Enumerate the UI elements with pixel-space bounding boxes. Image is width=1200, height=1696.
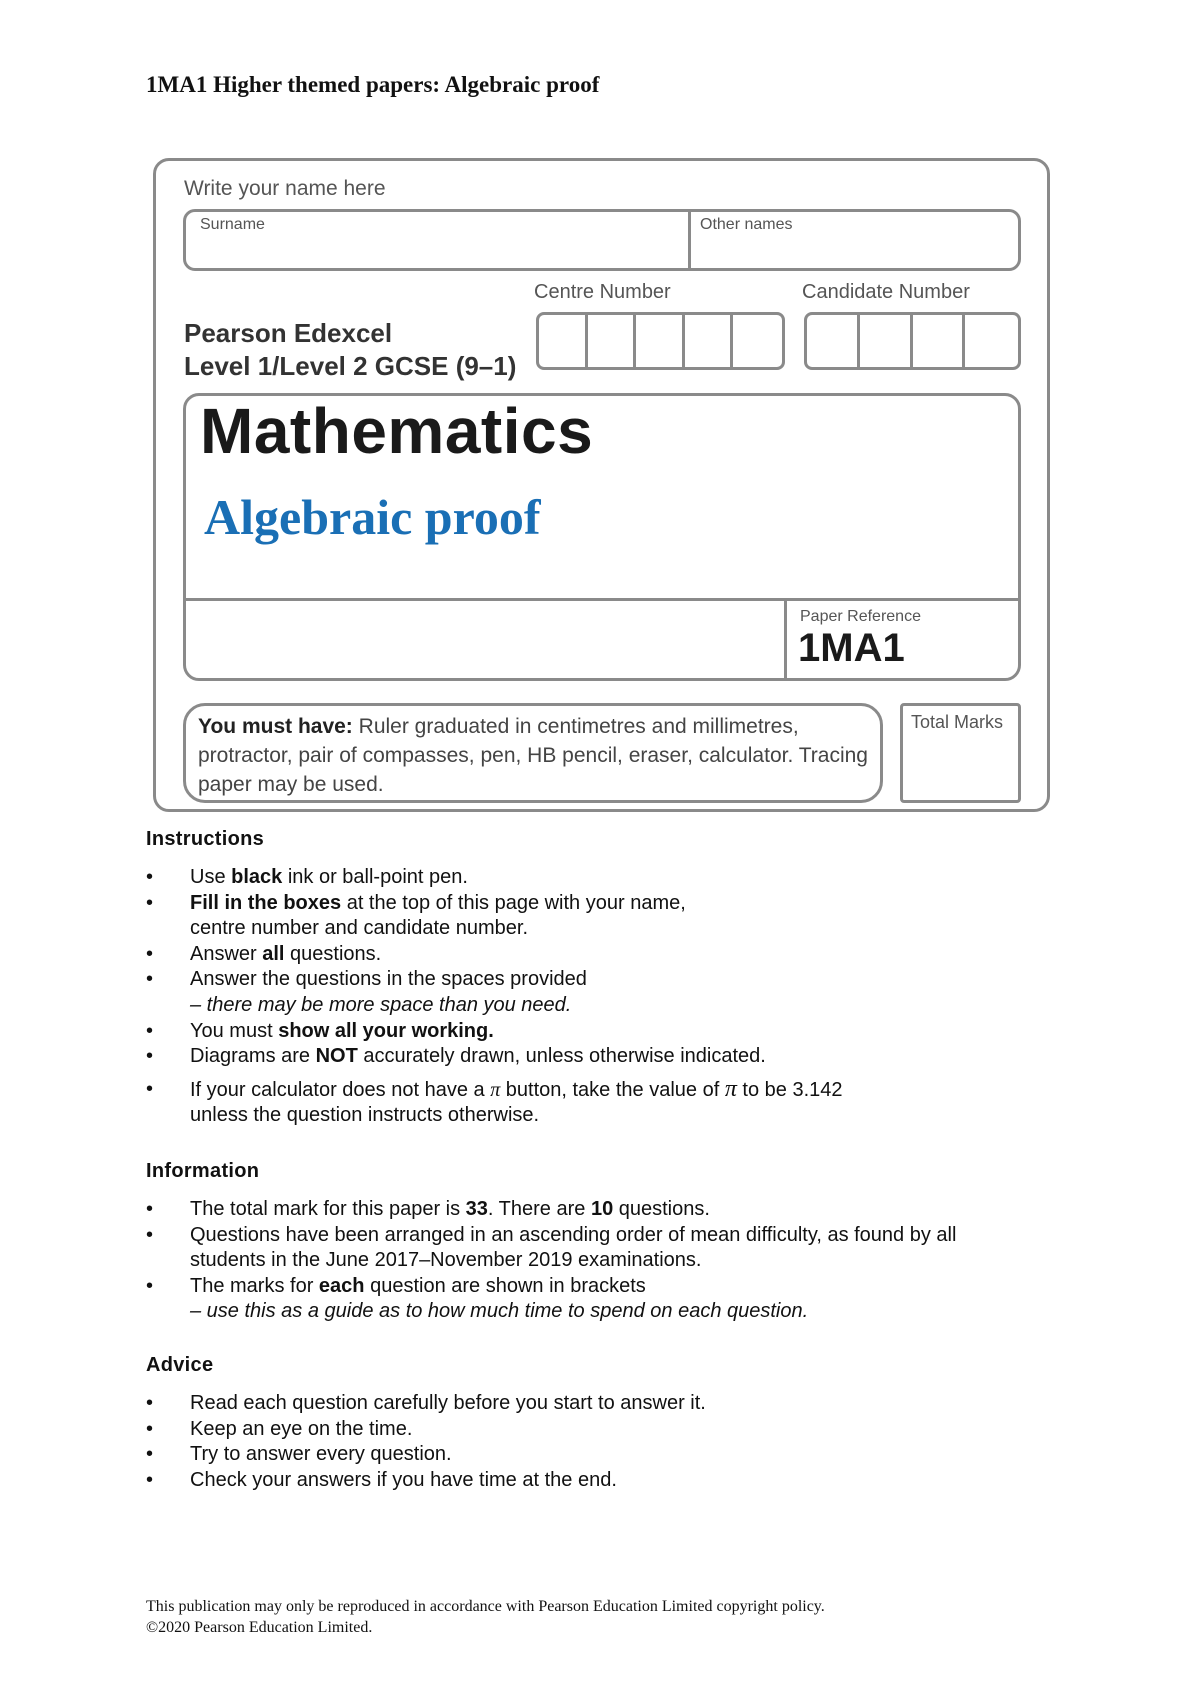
subject-divider bbox=[186, 598, 1018, 601]
centre-digit-box[interactable] bbox=[539, 315, 588, 367]
topic-title: Algebraic proof bbox=[204, 489, 541, 545]
must-have-lead: You must have: bbox=[198, 715, 353, 738]
candidate-digit-box[interactable] bbox=[807, 315, 860, 367]
list-item: • If your calculator does not have a π button, take the value of π to be 3.142 unless the question instructs otherwise. bbox=[146, 1077, 1066, 1129]
centre-digit-box[interactable] bbox=[685, 315, 734, 367]
centre-digit-box[interactable] bbox=[733, 315, 782, 367]
copyright-footer bbox=[146, 1596, 825, 1638]
list-item: • Answer all questions. bbox=[146, 942, 1066, 968]
name-box bbox=[183, 209, 1021, 271]
paper-reference-label: Paper Reference bbox=[800, 608, 921, 625]
candidate-number-label: Candidate Number bbox=[802, 281, 970, 303]
information-list bbox=[146, 1197, 1066, 1325]
candidate-digit-box[interactable] bbox=[965, 315, 1018, 367]
candidate-digit-box[interactable] bbox=[860, 315, 913, 367]
list-item: • Check your answers if you have time at the end. bbox=[146, 1468, 1066, 1494]
copyright-policy: This publication may only be reproduced in accordance with Pearson Education Limited copyright policy. bbox=[146, 1598, 825, 1615]
list-item: • Diagrams are NOT accurately drawn, unless otherwise indicated. bbox=[146, 1044, 1066, 1070]
subject-title: Mathematics bbox=[200, 395, 594, 467]
advice-list bbox=[146, 1391, 1066, 1493]
centre-digit-box[interactable] bbox=[636, 315, 685, 367]
list-item: • Use black ink or ball-point pen. bbox=[146, 865, 1066, 891]
candidate-digit-box[interactable] bbox=[913, 315, 966, 367]
exam-board bbox=[184, 317, 516, 383]
write-name-label: Write your name here bbox=[184, 177, 386, 200]
information-heading: Information bbox=[146, 1160, 260, 1182]
must-have-text: Ruler graduated in centimetres and millimetres, protractor, pair of compasses, pen, HB pencil, eraser, calculator. Tracing paper may be used. bbox=[198, 715, 868, 796]
qualification-level: Level 1/Level 2 GCSE (9–1) bbox=[184, 351, 517, 381]
list-item: • The marks for each question are shown in brackets – use this as a guide as to how much time to spend on each question. bbox=[146, 1274, 1066, 1325]
must-have-box bbox=[183, 703, 883, 803]
total-marks-box bbox=[900, 703, 1021, 803]
list-item: • Fill in the boxes at the top of this page with your name, centre number and candidate number. bbox=[146, 891, 1066, 942]
reference-divider bbox=[784, 598, 787, 678]
centre-number-label: Centre Number bbox=[534, 281, 671, 303]
document-header-title: 1MA1 Higher themed papers: Algebraic proof bbox=[146, 72, 600, 97]
list-item: • Keep an eye on the time. bbox=[146, 1417, 1066, 1443]
list-item: • You must show all your working. bbox=[146, 1019, 1066, 1045]
paper-reference-value: 1MA1 bbox=[798, 626, 905, 670]
instructions-list bbox=[146, 865, 1066, 1129]
list-item: • Answer the questions in the spaces provided – there may be more space than you need. bbox=[146, 967, 1066, 1018]
centre-digit-box[interactable] bbox=[588, 315, 637, 367]
name-divider bbox=[688, 212, 691, 268]
list-item: • Try to answer every question. bbox=[146, 1442, 1066, 1468]
other-names-field[interactable]: Other names bbox=[700, 216, 793, 233]
exam-cover-form bbox=[153, 158, 1050, 812]
instructions-heading: Instructions bbox=[146, 828, 265, 850]
candidate-number-boxes bbox=[804, 312, 1021, 370]
list-item: • Read each question carefully before you start to answer it. bbox=[146, 1391, 1066, 1417]
list-item: • The total mark for this paper is 33. There are 10 questions. bbox=[146, 1197, 1066, 1223]
board-name: Pearson Edexcel bbox=[184, 318, 393, 348]
list-item: • Questions have been arranged in an ascending order of mean difficulty, as found by all students in the June 2017–November 2019 examinations. bbox=[146, 1223, 1066, 1274]
total-marks-label: Total Marks bbox=[911, 712, 1004, 732]
advice-heading: Advice bbox=[146, 1354, 214, 1376]
subject-box bbox=[183, 393, 1021, 681]
centre-number-boxes bbox=[536, 312, 785, 370]
surname-field[interactable]: Surname bbox=[200, 216, 265, 233]
copyright-notice: ©2020 Pearson Education Limited. bbox=[146, 1619, 373, 1636]
